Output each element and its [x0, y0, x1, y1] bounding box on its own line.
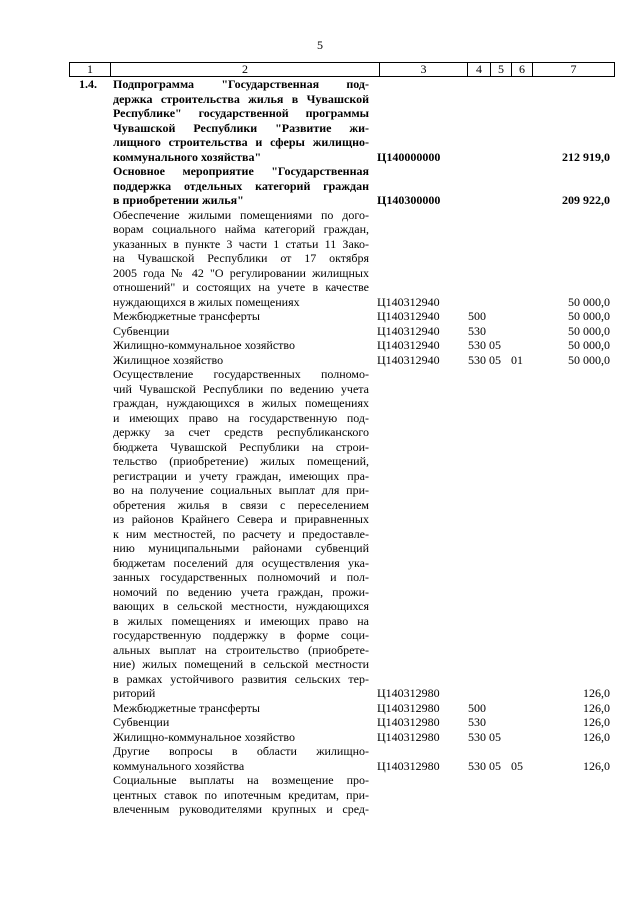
target-article-code: Ц140312980: [377, 715, 440, 729]
target-article-code: Ц140312940: [377, 338, 440, 352]
row-name: Социальные выплаты на возмещение про- центных ставок по ипотечным кредитам, при- влеченным руководителями крупных и сред-: [113, 773, 369, 816]
amount: 126,0: [583, 686, 610, 700]
expense-type-code: 530: [468, 758, 486, 773]
row-name: Жилищно-коммунальное хозяйство: [113, 338, 296, 352]
amount: 126,0: [583, 700, 610, 715]
amount: 212 919,0: [562, 149, 610, 164]
row-name: Субвенции: [113, 715, 170, 729]
amount: 126,0: [583, 715, 610, 729]
target-article-code: Ц140300000: [377, 193, 441, 207]
row-name: Обеспечение жилыми помещениями по дого- ворам социального найма категорий граждан, указанных в пункте 3 части 1 статьи 11 Зако- на Чувашской Республики от 17 октября 2005 года № 42 "О регулировании жилищных отношений" и состоящих на учете в качестве нуждающихся в жилых помещениях: [113, 207, 369, 309]
table-row: [0, 77, 640, 164]
table-row: [0, 208, 640, 310]
row-name: Другие вопросы в области жилищно- коммунального хозяйства: [113, 744, 369, 773]
target-article-code: Ц140312940: [377, 323, 440, 338]
row-name: Межбюджетные трансферты: [113, 700, 260, 715]
column-header-2: 2: [111, 63, 380, 77]
subsection-code: 05: [511, 758, 523, 773]
amount: 209 922,0: [562, 193, 610, 207]
table-row: [0, 744, 640, 773]
target-article-code: Ц140312980: [377, 700, 440, 715]
column-header-7: 7: [533, 63, 615, 77]
table-row: [0, 773, 640, 817]
amount: 50 000,0: [568, 338, 610, 352]
target-article-code: Ц140312980: [377, 758, 440, 773]
amount: 126,0: [583, 758, 610, 773]
target-article-code: Ц140312940: [377, 352, 440, 367]
column-header-3: 3: [380, 63, 468, 77]
expense-type-code: 530: [468, 338, 486, 352]
table-row: [0, 730, 640, 745]
column-header-row: [69, 62, 615, 77]
section-code: 05: [489, 758, 501, 773]
budget-table-body: [0, 77, 640, 817]
column-header-1: 1: [70, 63, 111, 77]
row-name: Жилищное хозяйство: [113, 352, 224, 367]
row-name: Жилищно-коммунальное хозяйство: [113, 729, 296, 744]
expense-type-code: 500: [468, 700, 486, 715]
target-article-code: Ц140312980: [377, 729, 440, 744]
page-number: 5: [317, 38, 323, 52]
row-name: Субвенции: [113, 323, 170, 338]
subsection-code: 01: [511, 352, 523, 367]
column-header-6: 6: [512, 63, 533, 77]
expense-type-code: 530: [468, 715, 486, 729]
column-header-5: 5: [491, 63, 512, 77]
table-row: [0, 164, 640, 208]
section-code: 05: [489, 729, 501, 744]
target-article-code: Ц140312980: [377, 686, 440, 700]
amount: 50 000,0: [568, 294, 610, 309]
target-article-code: Ц140312940: [377, 294, 440, 309]
table-row: [0, 715, 640, 730]
expense-type-code: 530: [468, 352, 486, 367]
target-article-code: Ц140000000: [377, 149, 441, 164]
row-number: 1.4.: [79, 77, 97, 91]
target-article-code: Ц140312940: [377, 309, 440, 323]
section-code: 05: [489, 352, 501, 367]
expense-type-code: 530: [468, 729, 486, 744]
column-header-4: 4: [468, 63, 491, 77]
table-row: [0, 309, 640, 324]
table-row: [0, 324, 640, 339]
amount: 50 000,0: [568, 323, 610, 338]
amount: 50 000,0: [568, 352, 610, 367]
row-name: Межбюджетные трансферты: [113, 309, 260, 323]
table-row: [0, 367, 640, 701]
expense-type-code: 500: [468, 309, 486, 323]
row-name: Основное мероприятие "Государственная поддержка отдельных категорий граждан в приобретении жилья": [113, 164, 369, 207]
amount: 126,0: [583, 729, 610, 744]
table-row: [0, 338, 640, 353]
expense-type-code: 530: [468, 323, 486, 338]
table-row: [0, 701, 640, 716]
section-code: 05: [489, 338, 501, 352]
amount: 50 000,0: [568, 309, 610, 323]
row-name: Подпрограмма "Государственная под- держка строительства жилья в Чувашской Республике" государственной программы Чувашской Республики "Развитие жи- лищного строительства и сферы жилищно- коммунального хозяйства": [113, 77, 369, 164]
row-name: Осуществление государственных полномо- чий Чувашской Республики по ведению учета граждан, нуждающихся в жилых помещениях и имеющих право на государственную под- держку за счет средств республиканского бюджета Чувашской Республики на строи- тельство (приобретение) жилых помещений, регистрации и учету граждан, имеющих пра- во на получение социальных выплат для при- обретения жилья в связи с переселением из районов Крайнего Севера и приравненных к ним местностей, по расчету и предоставле- нию муниципальными районами субвенций бюджетам поселений для осуществления ука- занных государственных полномочий и пол- номочий по ведению учета граждан, прожи- вающих в сельской местности, нуждающихся в жилых помещениях и имеющих право на государственную поддержку в форме соци- альных выплат на строительство (приобрете- ние) жилых помещений в сельской местности в рамках устойчивого развития сельских тер- риторий: [113, 367, 369, 700]
table-row: [0, 353, 640, 368]
